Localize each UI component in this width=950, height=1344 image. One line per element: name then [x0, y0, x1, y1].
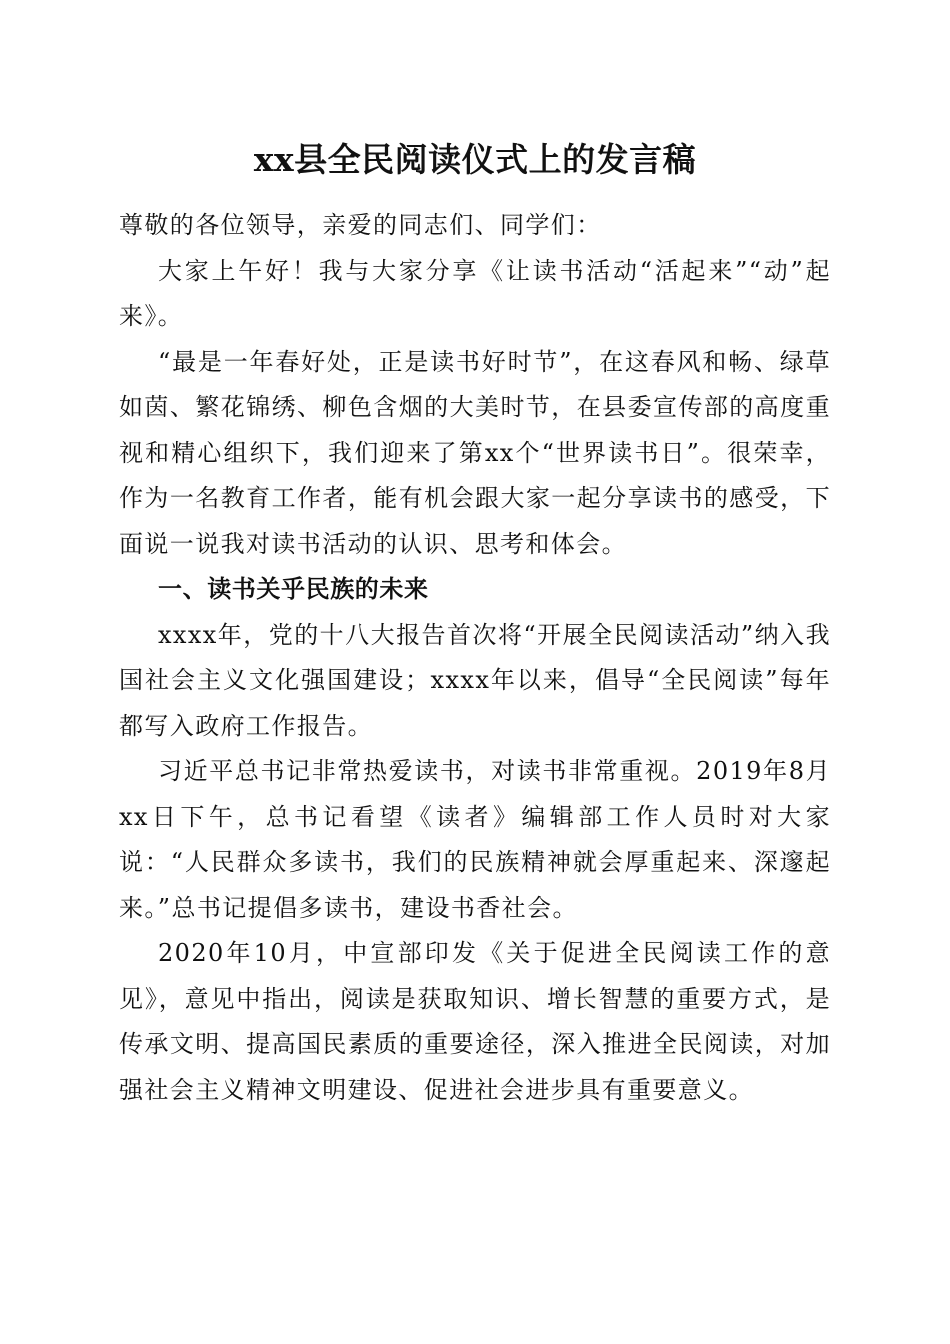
paragraph-section-3: 2020年10月，中宣部印发《关于促进全民阅读工作的意见》，意见中指出，阅读是获取知识、增长智慧的重要方式，是传承文明、提高国民素质的重要途径，深入推进全民阅读，对加强社会主义精神文明建设、促进社会进步具有重要意义。 — [119, 939, 831, 1104]
paragraph-greeting: 大家上午好！我与大家分享《让读书活动“活起来”“动”起来》。 — [119, 256, 831, 330]
section-heading: 一、读书关乎民族的未来 — [158, 575, 429, 603]
paragraph-section-2: 习近平总书记非常热爱读书，对读书非常重视。2019年8月xx日下午，总书记看望《读者》编辑部工作人员时对大家说：“人民群众多读书，我们的民族精神就会厚重起来、深邃起来。”总书记提倡多读书，建设书香社会。 — [119, 757, 831, 922]
paragraph-section-1: xxxx年，党的十八大报告首次将“开展全民阅读活动”纳入我国社会主义文化强国建设；xxxx年以来，倡导“全民阅读”每年都写入政府工作报告。 — [119, 620, 831, 740]
salutation: 尊敬的各位领导，亲爱的同志们、同学们： — [119, 211, 602, 239]
document-body — [119, 203, 831, 1113]
document-title: xx县全民阅读仪式上的发言稿 — [253, 140, 697, 179]
paragraph-intro: “最是一年春好处，正是读书好时节”，在这春风和畅、绿草如茵、繁花锦绣、柳色含烟的大美时节，在县委宣传部的高度重视和精心组织下，我们迎来了第xx个“世界读书日”。很荣幸，作为一名教育工作者，能有机会跟大家一起分享读书的感受，下面说一说我对读书活动的认识、思考和体会。 — [119, 347, 831, 558]
